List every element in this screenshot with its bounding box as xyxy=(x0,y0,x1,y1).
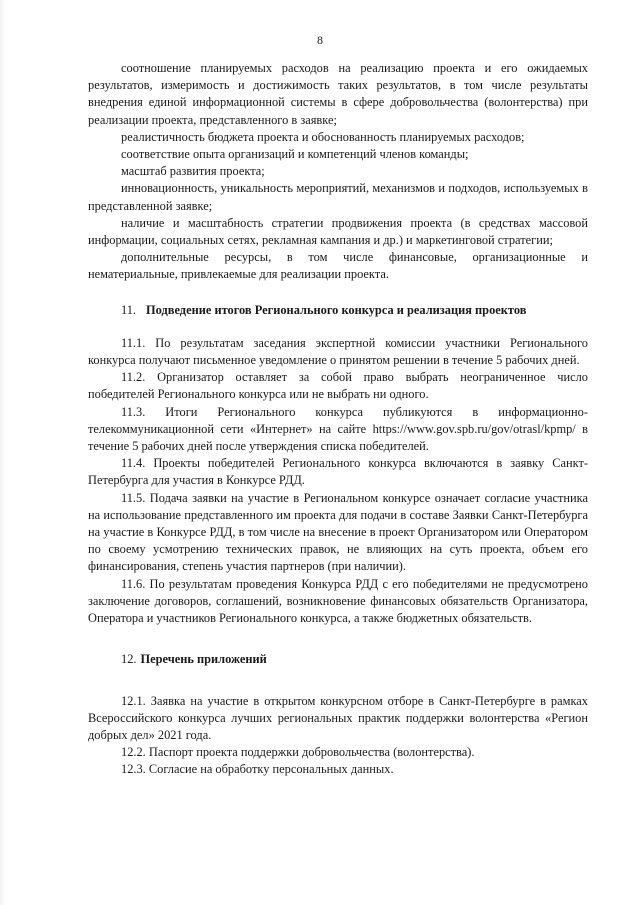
criteria-paragraph: инновационность, уникальность мероприятий, механизмов и подходов, используемых в представленной заявке; xyxy=(88,181,588,213)
criteria-paragraph: наличие и масштабность стратегии продвижения проекта (в средствах массовой информации, социальных сетях, рекламная кампания и др.) и маркетинговой стратегии; xyxy=(88,215,588,248)
criteria-paragraph: дополнительные ресурсы, в том числе финансовые, организационные и нематериальные, привлекаемые для реализации проекта. xyxy=(88,250,588,282)
section-number: 12. xyxy=(121,652,137,667)
clause-paragraph: 11.6. По результатам проведения Конкурса РДД с его победителями не предусмотрено заключение договоров, соглашений, возникновение финансовых обязательств Организатора, Оператора и участников Регионального конкурса, а также бюджетных обязательств. xyxy=(88,576,588,626)
section-12-heading xyxy=(88,651,588,668)
criteria-paragraph: реалистичность бюджета проекта и обоснованность планируемых расходов; xyxy=(121,129,525,144)
clause-paragraph: 11.5. Подача заявки на участие в Региональном конкурсе означает согласие участника на использование представленного им проекта для подачи в составе Заявки Санкт-Петербурга на участие в Конкурсе РДД, в том числе на внесение в проект Организатором или Оператором по своему усмотрению технических правок, не влияющих на суть проекта, объем его финансирования, степень участия партнеров (при наличии). xyxy=(88,490,588,574)
appendix-item: 12.2. Паспорт проекта поддержки добровольчества (волонтерства). xyxy=(121,745,475,760)
scan-edge xyxy=(0,0,6,905)
criteria-paragraph: масштаб развития проекта; xyxy=(121,164,265,179)
clause-paragraph: 11.1. По результатам заседания экспертной комиссии участники Регионального конкурса получают письменное уведомление о принятом решении в течение 5 рабочих дней. xyxy=(88,335,588,368)
clause-paragraph: 11.2. Организатор оставляет за собой право выбрать неограниченное число победителей Регионального конкурса или не выбрать ни одного. xyxy=(88,370,588,402)
section-title: Перечень приложений xyxy=(140,652,267,667)
section-title: Подведение итогов Регионального конкурса и реализация проектов xyxy=(146,302,527,317)
clause-paragraph: 11.3. Итоги Регионального конкурса публикуются в информационно-телекоммуникационной сети «Интернет» на сайте https://www.gov.spb.ru/gov/otrasl/kpmp/ в течение 5 рабочих дней после утверждения списка победителей. xyxy=(88,404,588,454)
section-number: 11. xyxy=(121,302,137,317)
section-11-heading xyxy=(88,302,588,319)
criteria-paragraph: соотношение планируемых расходов на реализацию проекта и его ожидаемых результатов, измеримость и достижимость таких результатов, в том числе результаты внедрения единой информационной системы в сфере добровольчества (волонтерства) при реализации проекта, представленного в заявке; xyxy=(88,61,588,127)
appendix-item: 12.1. Заявка на участие в открытом конкурсном отборе в Санкт-Петербурге в рамках Всероссийского конкурса лучших региональных практик поддержки волонтерства «Регион добрых дел» 2021 года. xyxy=(88,693,588,742)
page-number: 8 xyxy=(317,33,323,47)
clause-paragraph: 11.4. Проекты победителей Регионального конкурса включаются в заявку Санкт-Петербурга для участия в Конкурсе РДД. xyxy=(88,456,588,488)
appendix-item: 12.3. Согласие на обработку персональных данных. xyxy=(121,762,394,777)
criteria-paragraph: соответствие опыта организаций и компетенций членов команды; xyxy=(121,147,469,162)
document-body xyxy=(88,60,588,779)
